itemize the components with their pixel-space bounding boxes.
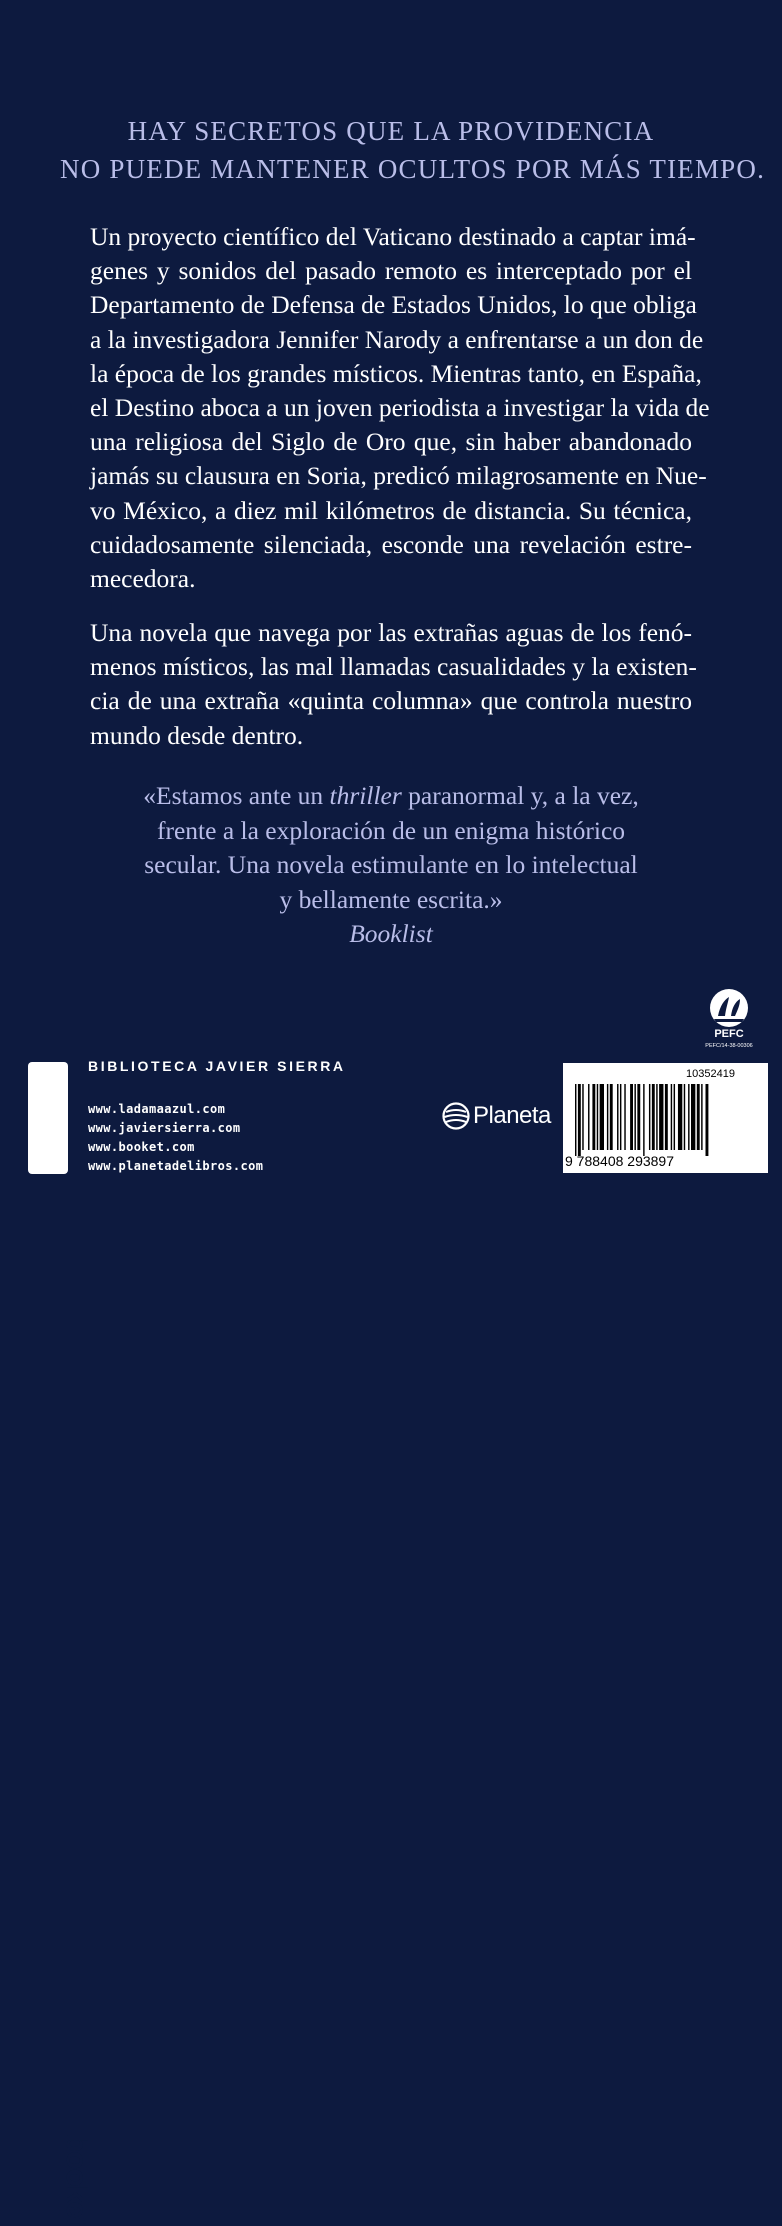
collection-name: BIBLIOTECA JAVIER SIERRA [88, 1058, 346, 1074]
quote-line: secular. Una novela estimulante en lo intelectual [144, 850, 638, 879]
quote-italic-word: thriller [329, 781, 402, 810]
barcode-bar [634, 1084, 635, 1150]
synopsis-line: a la investigadora Jennifer Narody a enfrentarse a un don de [90, 324, 704, 354]
barcode-bar [578, 1084, 581, 1156]
url-javiersierra[interactable]: www.javiersierra.com [88, 1121, 241, 1135]
barcode-bar [610, 1084, 613, 1150]
planeta-globe-icon [442, 1102, 470, 1130]
pefc-code: PEFC/14-38-00306 [705, 1043, 753, 1049]
barcode-bar [706, 1084, 709, 1156]
isbn-digits: 9 788408 293897 [565, 1153, 674, 1169]
review-quote [90, 779, 692, 952]
quote-source: Booklist [349, 919, 433, 948]
quote-line: y bellamente escrita.» [279, 884, 503, 914]
barcode-bar [701, 1084, 702, 1150]
barcode-bar [582, 1084, 583, 1150]
barcode-bar [674, 1084, 675, 1150]
barcode-bar [697, 1084, 700, 1150]
booket-logo-text: booket [60, 2133, 93, 2226]
synopsis-line: Departamento de Defensa de Estados Unidos, lo que obliga [90, 290, 697, 320]
barcode-bar [659, 1084, 663, 1150]
barcode-bar [617, 1084, 618, 1150]
headline-line-2: NO PUEDE MANTENER OCULTOS POR MÁS TIEMPO. [60, 154, 766, 184]
barcode-bar [652, 1084, 655, 1150]
barcode-bar [665, 1084, 668, 1150]
synopsis-line: jamás su clausura en Soria, predicó milagrosamente en Nue- [90, 461, 707, 491]
synopsis-line: vo México, a diez mil kilómetros de distancia. Su técnica, [90, 495, 692, 525]
planeta-logo [442, 1100, 551, 1132]
barcode-bar [624, 1084, 625, 1150]
barcode-bar [620, 1084, 621, 1150]
barcode-bar [656, 1084, 657, 1150]
synopsis-line: menos místicos, las mal llamadas casualidades y la existen- [90, 652, 697, 682]
barcode-bar [575, 1084, 576, 1156]
barcode [563, 1063, 768, 1173]
barcode-bar [643, 1084, 644, 1156]
synopsis-line: cuidadosamente silenciada, esconde una revelación estre- [90, 529, 692, 559]
barcode-code: 10352419 [686, 1068, 735, 1080]
url-planetadelibros[interactable]: www.planetadelibros.com [88, 1159, 264, 1173]
synopsis-line: el Destino aboca a un joven periodista a investigar la vida de [90, 393, 710, 423]
barcode-bar [597, 1084, 598, 1150]
barcode-bar [592, 1084, 595, 1150]
barcode-bars [575, 1084, 759, 1156]
quote-text: paranormal y, a la vez, [401, 781, 639, 810]
barcode-bar [671, 1084, 672, 1150]
barcode-bar [637, 1084, 640, 1150]
synopsis-line: una religiosa del Siglo de Oro que, sin haber abandonado [90, 427, 692, 457]
barcode-bar [678, 1084, 682, 1150]
url-ladamaazul[interactable]: www.ladamaazul.com [88, 1102, 226, 1116]
url-list [88, 1100, 263, 1176]
synopsis-line: mundo desde dentro. [90, 720, 304, 750]
barcode-bar [607, 1084, 608, 1150]
barcode-bar [688, 1084, 689, 1150]
headline-line-1: HAY SECRETOS QUE LA PROVIDENCIA [127, 116, 655, 146]
planeta-name: Planeta [473, 1102, 551, 1129]
synopsis-paragraph-2 [90, 616, 697, 753]
url-booket[interactable]: www.booket.com [88, 1140, 195, 1154]
synopsis-paragraph-1 [90, 220, 710, 596]
synopsis-line: mecedora. [90, 564, 196, 594]
barcode-bar [630, 1084, 633, 1150]
synopsis-line: genes y sonidos del pasado remoto es interceptado por el [90, 256, 692, 286]
barcode-bar [649, 1084, 650, 1150]
barcode-bar [600, 1084, 604, 1150]
synopsis-line: Un proyecto científico del Vaticano destinado a captar imá- [90, 222, 696, 251]
headline [60, 112, 766, 188]
pefc-label: PEFC [714, 1028, 744, 1040]
barcode-bar [691, 1084, 695, 1150]
synopsis-line: Una novela que navega por las extrañas aguas de los fenó- [90, 618, 692, 647]
quote-text: «Estamos ante un [143, 781, 330, 810]
quote-line [90, 779, 692, 814]
synopsis-line: la época de los grandes místicos. Mientras tanto, en España, [90, 358, 702, 388]
barcode-bar [588, 1084, 589, 1150]
synopsis-line: cia de una extraña «quinta columna» que controla nuestro [90, 686, 692, 716]
quote-line: frente a la exploración de un enigma histórico [156, 815, 626, 845]
pefc-tree-icon [704, 988, 754, 1030]
pefc-logo [704, 988, 754, 1058]
barcode-bar [684, 1084, 685, 1150]
booket-logo [28, 1062, 93, 2226]
